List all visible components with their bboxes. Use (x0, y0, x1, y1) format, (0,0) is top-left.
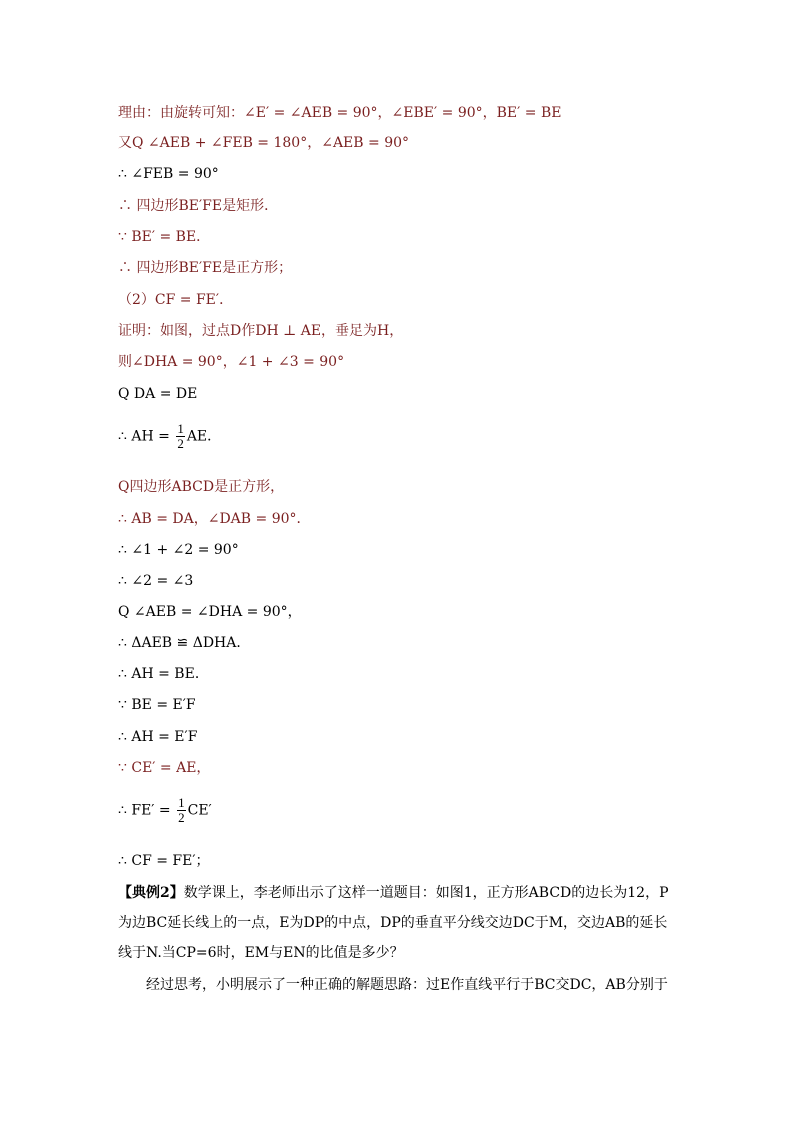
fraction-prefix: ∴ AH = (118, 428, 175, 445)
text-line: ∴ AH = E′F (118, 729, 198, 745)
text-line: ∴ AB = DA，∠DAB = 90°． (118, 511, 311, 527)
fraction (177, 796, 186, 825)
text-line: ∴ 四边形BE′FE是矩形． (118, 198, 279, 214)
fraction-prefix: ∴ FE′ = (118, 802, 176, 819)
text-line: 又Q ∠AEB + ∠FEB = 180°，∠AEB = 90° (118, 135, 410, 151)
example-2-body: 数学课上，李老师出示了这样一道题目：如图1，正方形ABCD的边长为12，P为边BC延长线上的一点，E为DP的中点，DP的垂直平分线交边DC于M，交边AB的延长线于N.当CP=6时，EM与EN的比值是多少？ (118, 885, 669, 961)
fraction (176, 422, 185, 451)
fraction-suffix: AE． (186, 428, 222, 445)
fraction-denominator: 2 (178, 810, 185, 825)
fraction-suffix: CE′ (187, 802, 212, 819)
text-line: ∴ 四边形BE′FE是正方形； (118, 260, 293, 276)
example-2-continuation: 经过思考，小明展示了一种正确的解题思路：过E作直线平行于BC交DC，AB分别于 (146, 977, 668, 993)
example-2-label: 【典例2】 (118, 885, 184, 901)
text-line: Q DA = DE (118, 386, 198, 402)
text-line: ∴ ∠FEB = 90° (118, 166, 219, 182)
text-line: 证明：如图，过点D作DH ⊥ AE，垂足为H， (118, 323, 404, 339)
text-line: ∴ ∠1 + ∠2 = 90° (118, 542, 239, 558)
text-line: ∵ CE′ = AE， (118, 760, 211, 776)
fraction-numerator: 1 (178, 795, 185, 810)
fraction-line (118, 796, 212, 825)
text-line: ∵ BE′ = BE． (118, 229, 211, 245)
text-line: ∵ BE = E′F (118, 697, 196, 713)
text-line: Q四边形ABCD是正方形， (118, 479, 285, 495)
fraction-line (118, 422, 221, 451)
text-line: Q ∠AEB = ∠DHA = 90°， (118, 604, 302, 620)
text-line: 则∠DHA = 90°，∠1 + ∠3 = 90° (118, 354, 345, 370)
text-line: ∴ CF = FE′； (118, 853, 210, 869)
fraction-numerator: 1 (177, 421, 184, 436)
text-line: ∴ ΔAEB ≌ ΔDHA． (118, 635, 251, 651)
text-line: ∴ AH = BE． (118, 666, 209, 682)
text-line: （2）CF = FE′． (118, 292, 234, 308)
fraction-denominator: 2 (177, 436, 184, 451)
text-line: ∴ ∠2 = ∠3 (118, 573, 194, 589)
text-line: 理由：由旋转可知：∠E′ = ∠AEB = 90°，∠EBE′ = 90°，BE′ = BE (118, 105, 562, 121)
example-2-paragraph (118, 878, 678, 968)
